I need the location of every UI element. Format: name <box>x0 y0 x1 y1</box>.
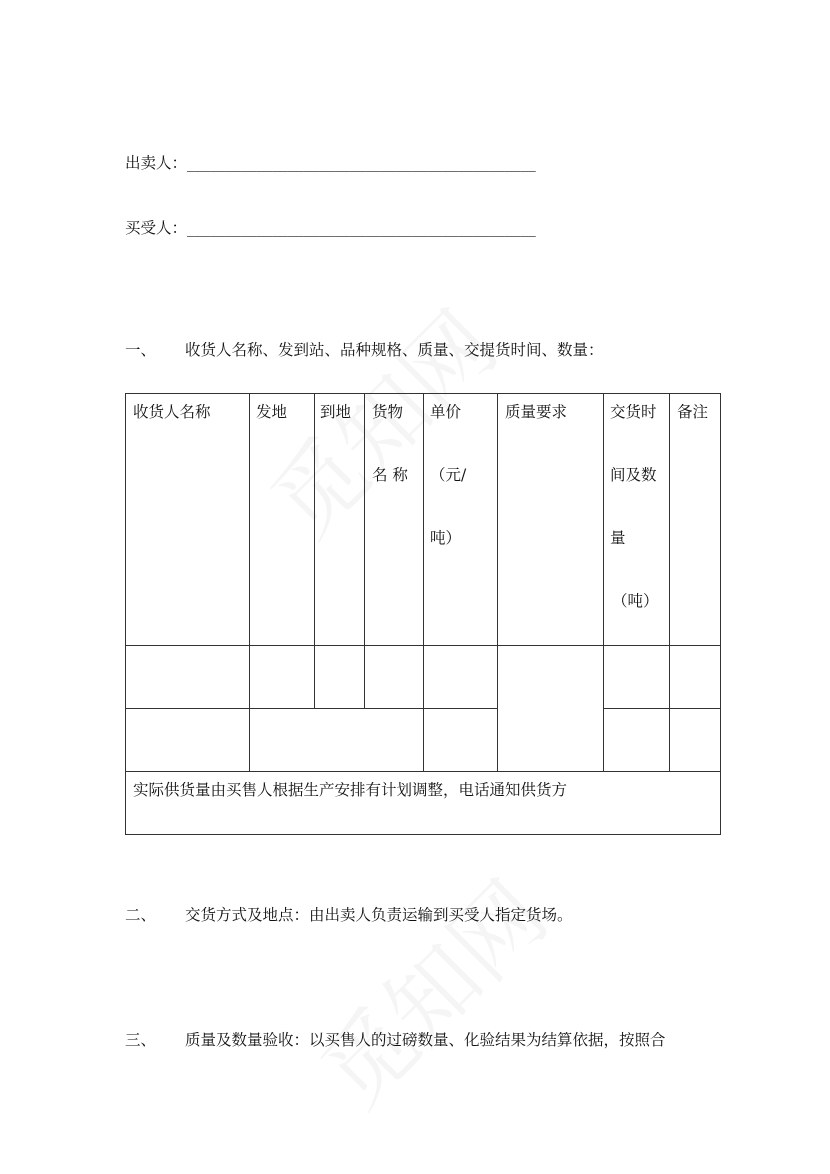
table-border <box>423 393 424 771</box>
table-border <box>314 393 315 708</box>
table-note: 实际供货量由买售人根据生产安排有计划调整，电话通知供货方 <box>133 781 568 799</box>
header-delivery: （吨） <box>612 592 659 610</box>
table-border <box>364 393 365 708</box>
table-border <box>497 393 498 771</box>
section3-text: 质量及数量验收：以买售人的过磅数量、化验结果为结算依据，按照合 <box>185 1031 666 1049</box>
seller-blank: _____________________________________________ <box>187 154 536 172</box>
header-consignee: 收货人名称 <box>133 403 211 421</box>
header-delivery: 量 <box>610 529 626 547</box>
header-destination: 到地 <box>320 403 352 421</box>
table-border <box>125 771 721 772</box>
header-delivery: 间及数 <box>610 466 657 484</box>
header-delivery: 交货时 <box>610 403 657 421</box>
table-border <box>125 834 721 835</box>
buyer-line <box>125 218 536 238</box>
header-quality: 质量要求 <box>505 403 568 421</box>
header-remarks: 备注 <box>677 403 709 421</box>
section1-heading: 收货人名称、发到站、品种规格、质量、交提货时间、数量： <box>185 341 604 359</box>
section2-number: 二、 <box>125 906 157 924</box>
table-border <box>603 393 604 771</box>
table-border <box>249 393 250 771</box>
section3-number: 三、 <box>125 1031 157 1049</box>
watermark <box>258 298 513 553</box>
header-price: 吨） <box>430 529 462 547</box>
header-goods: 名 称 <box>372 466 408 484</box>
table-border <box>125 708 497 709</box>
header-origin: 发地 <box>256 403 288 421</box>
table-border <box>603 708 721 709</box>
section2-text: 交货方式及地点：由出卖人负责运输到买受人指定货场。 <box>185 906 573 924</box>
section1-number: 一、 <box>125 341 157 359</box>
table-border <box>720 393 721 835</box>
header-goods: 货物 <box>372 403 404 421</box>
header-price: 单价 <box>430 403 462 421</box>
table-border <box>669 393 670 771</box>
buyer-label: 买受人： <box>125 219 188 237</box>
table-border <box>125 393 126 835</box>
seller-label: 出卖人： <box>125 154 188 172</box>
seller-line <box>125 153 536 173</box>
buyer-blank: _____________________________________________ <box>187 219 536 237</box>
header-price: （元/ <box>430 466 467 484</box>
